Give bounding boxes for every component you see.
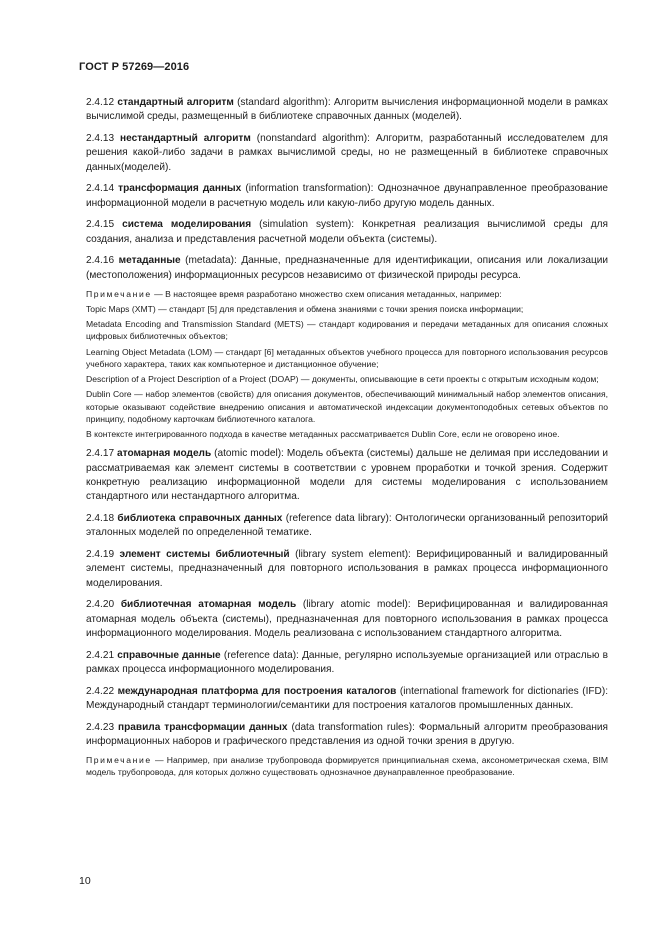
term-title: библиотека справочных данных: [117, 513, 283, 525]
term-title: элемент системы библиотечный: [119, 549, 290, 561]
term-english: (information transformation):: [245, 183, 374, 195]
term-title: нестандартный алгоритм: [120, 132, 251, 144]
term-number: 2.4.13: [86, 132, 115, 144]
note-text: — Например, при анализе трубопровода формируется принципиальная схема, аксонометрическая схема, BIM модель трубопровода, для которых должно существовать однозначное двунаправленное преобразование.: [86, 755, 608, 778]
note-item: Topic Maps (XMT) — стандарт [5] для представления и обмена знаниями с точки зрения поиска информации;: [86, 304, 524, 315]
term-title: атомарная модель: [117, 448, 212, 460]
document-header: ГОСТ Р 57269—2016: [79, 61, 190, 73]
term-number: 2.4.22: [86, 685, 115, 697]
term-definition: Верифицированный и валидированный элемент системы, предназначенный для повторного использования в рамках процесса информационного моделирования.: [86, 549, 609, 589]
term-2-4-18: [86, 512, 608, 541]
page-number: 10: [79, 875, 91, 887]
term-definition: Международный стандарт терминологии/семантики для построения каталогов промышленных данных.: [86, 699, 574, 711]
term-english: (international framework for dictionaries (IFD):: [399, 685, 608, 697]
term-number: 2.4.17: [86, 448, 115, 460]
term-number: 2.4.23: [86, 721, 115, 733]
term-definition: Алгоритм вычисления информационной модели в рамках вычислимой среды, размещенный в библиотеке справочных данных (моделей).: [86, 97, 608, 123]
term-2-4-20: [86, 598, 608, 641]
term-number: 2.4.20: [86, 599, 115, 611]
term-title: справочные данные: [117, 649, 221, 661]
term-2-4-19: [86, 548, 608, 591]
term-2-4-12: [86, 96, 608, 125]
term-english: (metadata):: [185, 255, 237, 267]
term-definition: Однозначное двунаправленное преобразование информационной модели в расчетную модель или какую-либо другую модель данных.: [86, 183, 608, 209]
term-number: 2.4.15: [86, 219, 115, 231]
note-intro: [86, 288, 608, 300]
term-number: 2.4.14: [86, 183, 115, 195]
term-title: трансформация данных: [118, 183, 242, 195]
term-number: 2.4.18: [86, 513, 115, 525]
term-2-4-21: [86, 649, 608, 678]
term-definition: Верифицированная и валидированная атомарная модель объекта (системы), предназначенная для повторного использования в рамках процесса информационного моделирования. Модель реализована с использованием стандартного алгоритма.: [86, 599, 608, 639]
term-number: 2.4.19: [86, 549, 115, 561]
term-title: метаданные: [118, 255, 181, 267]
note-item: В контексте интегрированного подхода в качестве метаданных рассматривается Dublin Core, если не оговорено иное.: [86, 428, 560, 439]
term-number: 2.4.16: [86, 255, 115, 267]
term-english: (library atomic model):: [302, 599, 411, 611]
document-body: [86, 96, 608, 782]
term-definition: Данные, предназначенные для идентификации, описания или локализации (местоположения) информационных ресурсов независимо от физической природы ресурса.: [86, 255, 609, 281]
term-definition: Алгоритм, разработанный исследователем для решения какой-либо задачи в рамках вычислимой среды, но не размещенный в библиотеке справочных данных(моделей).: [86, 132, 608, 173]
term-2-4-22: [86, 685, 608, 714]
term-definition: Конкретная реализация вычислимой среды для создания, анализа и представления расчетной модели объекта (системы).: [86, 219, 609, 245]
term-number: 2.4.12: [86, 97, 115, 108]
term-definition: Формальный алгоритм преобразования информационных наборов и графического представления из одной точки зрения в другую.: [86, 721, 609, 747]
term-2-4-17: [86, 447, 608, 504]
term-2-4-15: [86, 218, 608, 247]
note-item: Description of a Project Description of a Project (DOAP) — документы, описывающие в сети проекты с открытым исходным кодом;: [86, 374, 599, 385]
term-definition: Модель объекта (системы) дальше не делимая при исследовании и рассматриваемая как элемент системы в соответствии с уровнем проработки и точкой зрения. Содержит конкретную реализацию информационной модели для системы моделирования с использованием стандартного или нестандартного алгоритма.: [86, 448, 608, 503]
term-2-4-16: [86, 254, 608, 283]
term-english: (atomic model):: [214, 448, 284, 460]
term-2-4-13: [86, 132, 608, 175]
term-english: (nonstandard algorithm):: [256, 132, 370, 144]
note-intro-text: — В настоящее время разработано множество схем описания метаданных, например:: [154, 288, 502, 299]
term-english: (data transformation rules):: [291, 721, 415, 733]
term-english: (library system element):: [295, 549, 411, 561]
term-title: библиотечная атомарная модель: [120, 599, 297, 611]
term-definition: Онтологически организованный репозиторий эталонных моделей по определенной тематике.: [86, 513, 608, 539]
term-english: (simulation system):: [259, 219, 355, 231]
term-title: правила трансформации данных: [118, 721, 288, 733]
term-english: (standard algorithm):: [237, 97, 331, 108]
term-2-4-23: [86, 721, 608, 750]
note-2: [86, 754, 608, 778]
term-english: (reference data library):: [285, 513, 392, 525]
term-title: система моделирования: [122, 219, 252, 231]
term-english: (reference data):: [223, 649, 299, 661]
term-title: международная платформа для построения каталогов: [117, 685, 397, 697]
note-item: Metadata Encoding and Transmission Standard (METS) — стандарт кодирования и передачи метаданных для описания сложных цифровых библиотечных объектов;: [86, 319, 608, 342]
note-label: Примечание: [86, 755, 152, 766]
note-label: Примечание: [86, 288, 152, 299]
term-2-4-14: [86, 182, 608, 211]
term-title: стандартный алгоритм: [117, 97, 234, 108]
note-item: Dublin Core — набор элементов (свойств) для описания документов, обеспечивающий минимальный набор элементов описания, которые оказывают содействие внедрению описания и автоматической индексации документоподобных сетевых объектов по принципу, подобному карточкам библиотечного каталога.: [86, 389, 608, 424]
term-definition: Данные, регулярно используемые организацией или отраслью в рамках процесса информационного моделирования.: [86, 649, 609, 675]
term-number: 2.4.21: [86, 649, 115, 661]
note-item: Learning Object Metadata (LOM) — стандарт [6] метаданных объектов учебного процесса для повторного использования ресурсов учебного характера, таких как компьютерное и дистанционное обучение;: [86, 346, 608, 369]
